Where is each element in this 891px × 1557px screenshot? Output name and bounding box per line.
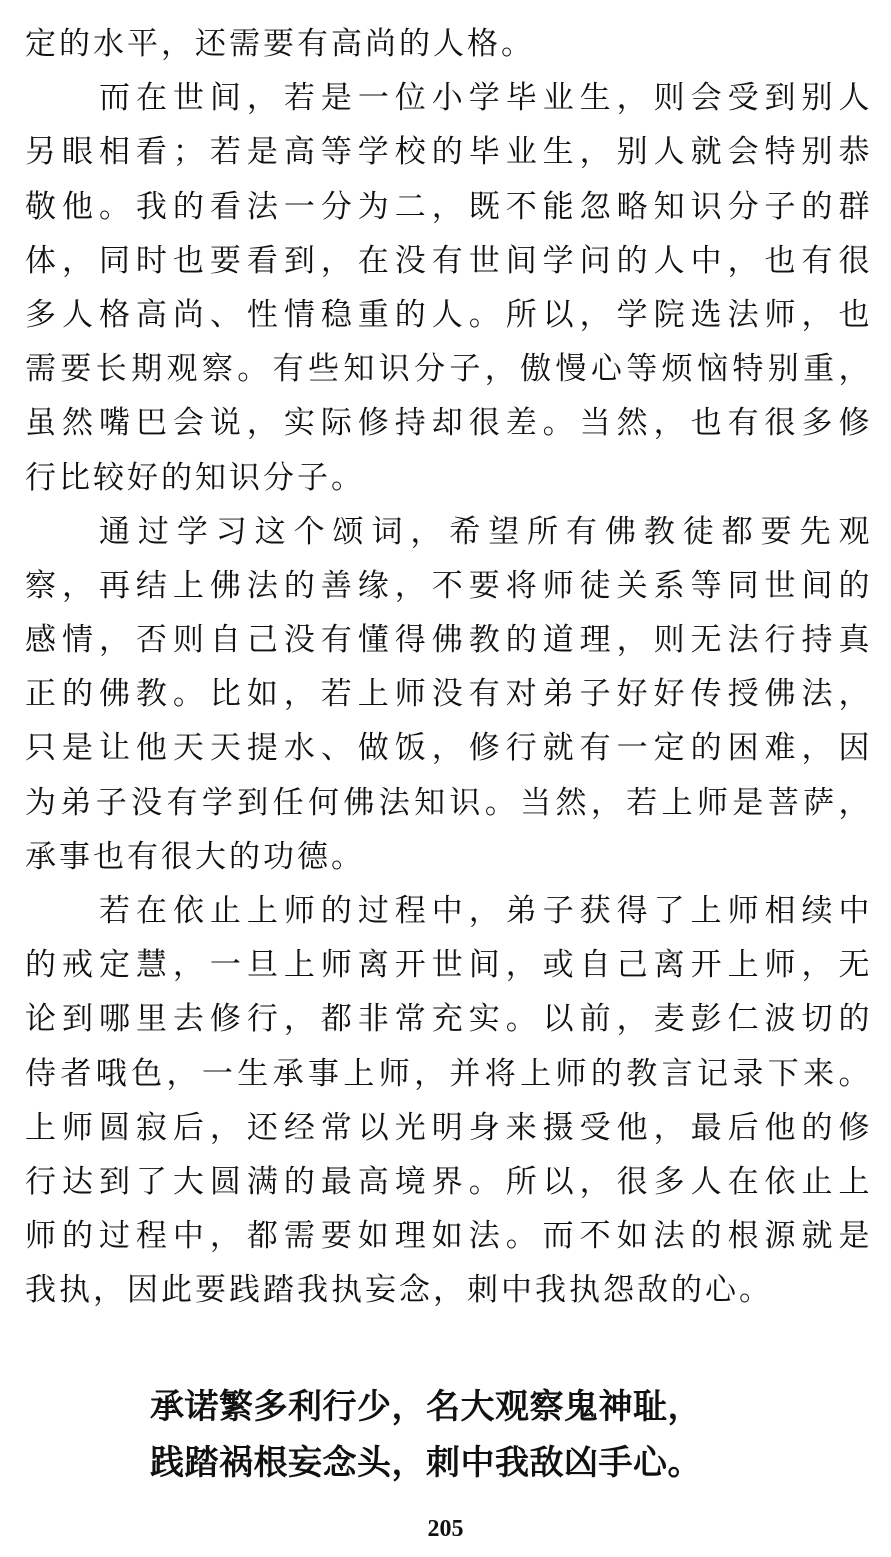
verse-block: [150, 1379, 790, 1491]
text-line: 另眼相看；若是高等学校的毕业生，别人就会特别恭: [25, 134, 870, 171]
text-line: 我执，因此要践踏我执妄念，刺中我执怨敌的心。: [25, 1272, 773, 1309]
text-line: 承事也有很大的功德。: [25, 838, 365, 875]
verse-line: 践踏祸根妄念头，刺中我敌凶手心。: [150, 1443, 702, 1483]
text-line: 只是让他天天提水、做饭，修行就有一定的困难，因: [25, 730, 870, 767]
text-line: 正的佛教。比如，若上师没有对弟子好好传授佛法，: [25, 676, 870, 713]
text-line: 察，再结上佛法的善缘，不要将师徒关系等同世间的: [25, 567, 870, 604]
text-line: 的戒定慧，一旦上师离开世间，或自己离开上师，无: [25, 947, 870, 984]
text-line: 行达到了大圆满的最高境界。所以，很多人在依止上: [25, 1163, 870, 1200]
text-line: 定的水平，还需要有高尚的人格。: [25, 26, 535, 62]
text-line: 敬他。我的看法一分为二，既不能忽略知识分子的群: [25, 188, 870, 225]
text-line: 体，同时也要看到，在没有世间学问的人中，也有很: [25, 242, 870, 279]
body-text: [25, 17, 870, 1318]
text-line: 上师圆寂后，还经常以光明身来摄受他，最后他的修: [25, 1109, 870, 1146]
text-line: 需要长期观察。有些知识分子，傲慢心等烦恼特别重，: [25, 351, 870, 388]
text-line: 感情，否则自己没有懂得佛教的道理，则无法行持真: [25, 622, 870, 659]
text-line: 虽然嘴巴会说，实际修持却很差。当然，也有很多修: [25, 405, 870, 442]
text-line: 多人格高尚、性情稳重的人。所以，学院选法师，也: [25, 296, 870, 333]
text-line: 为弟子没有学到任何佛法知识。当然，若上师是菩萨，: [25, 784, 870, 821]
paragraph-start-line: 通过学习这个颂词，希望所有佛教徒都要先观: [99, 513, 870, 550]
page-number: 205: [427, 1516, 464, 1542]
verse-line: 承诺繁多利行少，名大观察鬼神耻，: [150, 1387, 702, 1427]
paragraph-start-line: 而在世间，若是一位小学毕业生，则会受到别人: [99, 80, 870, 117]
text-line: 论到哪里去修行，都非常充实。以前，麦彭仁波切的: [25, 1001, 870, 1038]
text-line: 侍者哦色，一生承事上师，并将上师的教言记录下来。: [25, 1055, 870, 1092]
text-line: 师的过程中，都需要如理如法。而不如法的根源就是: [25, 1218, 870, 1255]
paragraph-start-line: 若在依止上师的过程中，弟子获得了上师相续中: [99, 893, 870, 929]
text-line: 行比较好的知识分子。: [25, 459, 365, 496]
